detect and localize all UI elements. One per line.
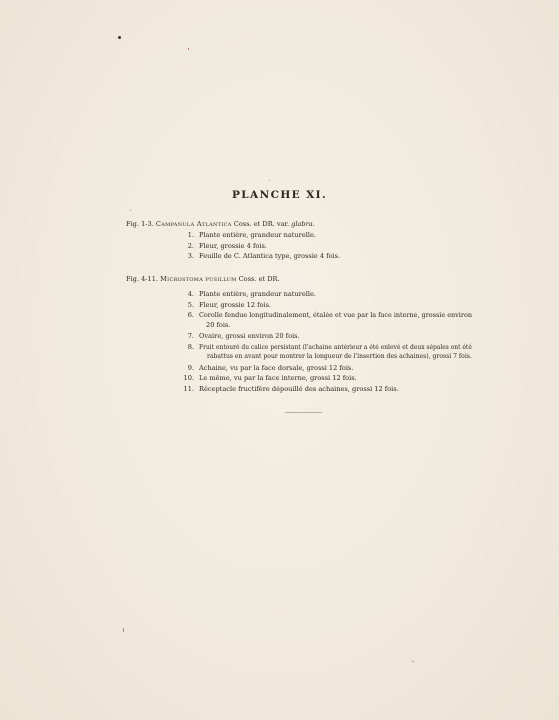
figure-caption: Fruit entouré du calice persistant (l'achaine antérieur a été enlevé et deux sépales ont été (199, 342, 472, 351)
paper-speck (130, 210, 131, 211)
figure-number: 6. (187, 311, 194, 319)
figure-caption: Feuille de C. Atlantica type, grossie 4 fois. (199, 252, 341, 260)
page-title: PLANCHE XI. (231, 189, 328, 201)
figure-group-heading (126, 275, 280, 283)
species-name: Campanula Atlantica (155, 220, 232, 228)
figure-caption: Réceptacle fructifère dépouillé des achaines, grossi 12 fois. (199, 384, 399, 393)
paper-speck (123, 628, 124, 632)
species-authority: Coss. et DR. var. (233, 220, 290, 228)
species-variety: glabra (291, 220, 313, 228)
figure-number: 8. (187, 342, 194, 351)
figure-number: 1. (187, 231, 194, 239)
figure-group-heading: Fig. 1-3. Campanula Atlantica Coss. et DR. var. glabra. (126, 220, 315, 228)
figure-number: 5. (187, 300, 194, 309)
figure-number: 11. (183, 384, 194, 393)
paper-speck (118, 36, 121, 39)
figure-number: 10. (183, 374, 194, 382)
figure-number: 3. (187, 252, 194, 260)
figure-number: 9. (187, 363, 194, 372)
figure-caption: Corolle fendue longitudinalement, étalée et vue par la face interne, grossie environ (199, 311, 472, 319)
paper-speck (188, 48, 189, 50)
species-authority: Coss. et DR. (238, 275, 280, 283)
figure-number: 2. (187, 241, 194, 250)
figure-number: 4. (187, 290, 194, 298)
figure-caption-continuation: rabattus en avant pour montrer la longueur de l'insertion des achaines), grossi 7 fois. (207, 352, 472, 360)
figure-range: Fig. 1-3. (126, 220, 154, 228)
end-rule (285, 412, 322, 413)
figure-range: Fig. 4-11. (126, 275, 159, 283)
paper-speck (269, 180, 270, 181)
figure-caption: Fleur, grossie 4 fois. (199, 241, 267, 250)
figure-caption: Achaine, vu par la face dorsale, grossi 12 fois. (199, 363, 354, 372)
figure-caption: Plante entière, grandeur naturelle. (199, 231, 316, 239)
figure-caption: Fleur, grossie 12 fois. (199, 300, 272, 309)
figure-caption: Plante entière, grandeur naturelle. (199, 290, 316, 298)
figure-caption: Le même, vu par la face interne, grossi 12 fois. (199, 374, 357, 382)
species-name: Microstoma pusillum (160, 275, 237, 283)
paper-speck (412, 661, 414, 662)
figure-caption-continuation: 20 fois. (206, 320, 231, 329)
figure-number: 7. (187, 332, 194, 340)
figure-caption: Ovaire, grossi environ 20 fois. (199, 332, 300, 340)
